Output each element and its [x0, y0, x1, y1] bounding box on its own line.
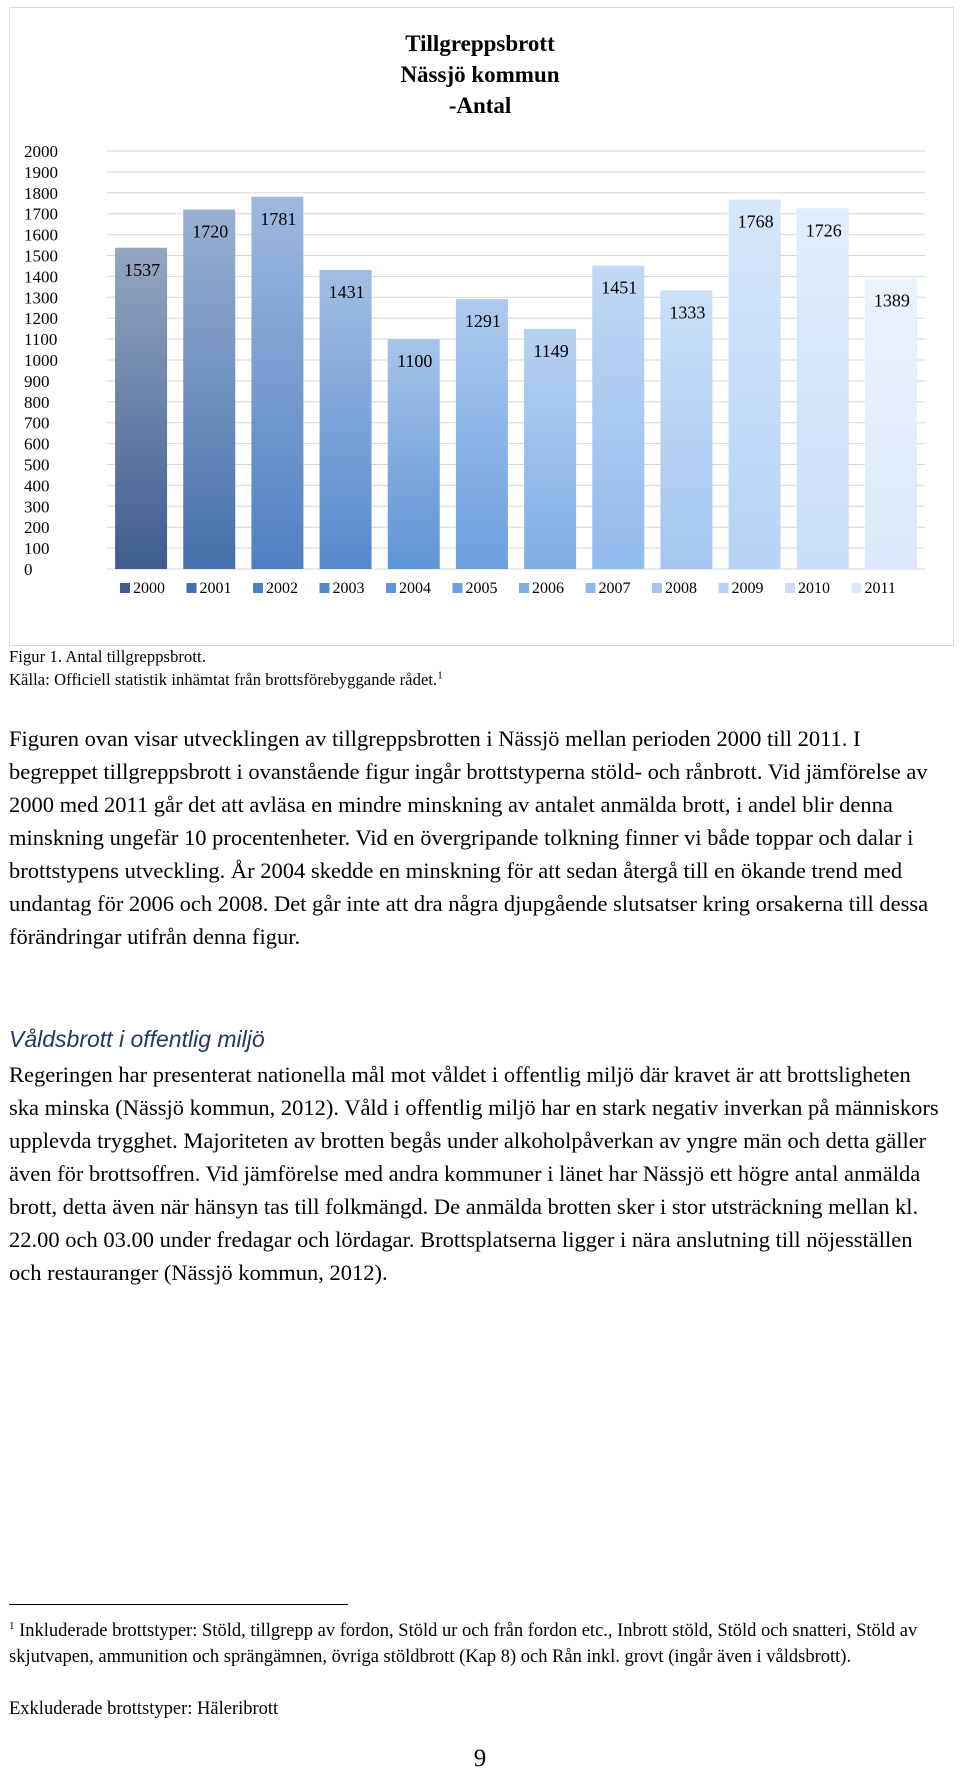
- bar-2008: [660, 290, 712, 569]
- legend-swatch-2003: [320, 583, 330, 593]
- bar-2005: [456, 299, 508, 569]
- y-tick-label: 1100: [24, 330, 58, 350]
- chart-title-line: -Antal: [448, 93, 512, 118]
- y-tick-label: 500: [24, 455, 50, 475]
- bar-2011: [865, 279, 917, 569]
- chart-container: [9, 7, 954, 646]
- legend-label-2004: 2004: [399, 580, 431, 597]
- legend-swatch-2007: [586, 583, 596, 593]
- footnote-divider: [9, 1604, 348, 1605]
- figure-caption: Figur 1. Antal tillgreppsbrott.: [9, 647, 206, 666]
- data-label-2008: 1333: [669, 302, 706, 323]
- data-label-2000: 1537: [124, 259, 161, 280]
- bar-2007: [592, 266, 644, 569]
- legend-swatch-2004: [386, 583, 396, 593]
- legend-label-2010: 2010: [798, 580, 830, 597]
- data-label-2009: 1768: [737, 211, 774, 232]
- footnote-text: Inkluderade brottstyper: Stöld, tillgrepp av fordon, Stöld ur och från fordon etc., Inbrott stöld, Stöld och snatteri, Stöld av skjutvapen, ammunition och sprängämnen, övriga stöldbrott (Kap 8) och Rån inkl. grovt (ingår även i våldsbrott).: [9, 1621, 918, 1667]
- paragraph-violence: Regeringen har presenterat nationella mål mot våldet i offentlig miljö där kravet är att brottsligheten ska minska (Nässjö kommun, 2012). Våld i offentlig miljö har en stark negativ inverkan på människors upplevda trygghet. Majoriteten av brotten begås under alkoholpåverkan av yngre män och detta gäller även för brottsoffren. Vid jämförelse med andra kommuner i länet har Nässjö ett högre antal anmälda brott, detta även när hänsyn tas till folkmängd. De anmälda brotten sker i stor utsträckning mellan kl. 22.00 och 03.00 under fredagar och lördagar. Brottsplatserna ligger i nära anslutning till nöjesställen och restauranger (Nässjö kommun, 2012).: [9, 1062, 939, 1285]
- bar-2001: [183, 210, 235, 569]
- y-tick-label: 1200: [24, 309, 58, 329]
- y-tick-label: 100: [24, 539, 50, 559]
- bar-2003: [320, 270, 372, 569]
- legend-label-2005: 2005: [465, 580, 498, 597]
- section-heading: Våldsbrott i offentlig miljö: [9, 1026, 265, 1052]
- data-label-2011: 1389: [873, 290, 910, 311]
- footnote-excluded: Exkluderade brottstyper: Häleribrott: [9, 1699, 279, 1719]
- legend-label-2003: 2003: [332, 580, 365, 597]
- legend-swatch-2006: [519, 583, 529, 593]
- y-tick-label: 1900: [24, 162, 58, 182]
- legend-swatch-2010: [785, 583, 795, 593]
- legend-label-2008: 2008: [665, 580, 697, 597]
- bar-2010: [797, 208, 849, 569]
- bar-2009: [729, 199, 781, 569]
- y-tick-label: 300: [24, 497, 50, 517]
- y-tick-label: 600: [24, 434, 50, 454]
- y-tick-label: 1000: [24, 351, 58, 370]
- legend-label-2009: 2009: [731, 580, 764, 597]
- bar-2002: [251, 197, 303, 569]
- bar-chart: [10, 8, 953, 645]
- data-label-2010: 1726: [805, 220, 842, 241]
- legend-label-2000: 2000: [133, 580, 165, 597]
- y-tick-label: 1700: [24, 204, 58, 224]
- data-label-2005: 1291: [464, 311, 501, 332]
- y-tick-label: 1600: [24, 225, 58, 245]
- y-tick-label: 1500: [24, 246, 58, 266]
- y-tick-label: 1400: [24, 267, 58, 287]
- legend-swatch-2002: [253, 583, 263, 593]
- legend-label-2001: 2001: [199, 580, 232, 597]
- y-tick-label: 700: [24, 413, 50, 433]
- y-tick-label: 200: [24, 518, 50, 538]
- legend-swatch-2009: [719, 583, 729, 593]
- page-number: 9: [473, 1745, 487, 1772]
- legend-swatch-2011: [852, 583, 862, 593]
- figure-source-text: Källa: Officiell statistik inhämtat från brottsförebyggande rådet.: [9, 670, 438, 689]
- bar-2006: [524, 329, 576, 569]
- legend-swatch-2005: [453, 583, 463, 593]
- legend-label-2006: 2006: [532, 580, 564, 597]
- legend-swatch-2008: [652, 583, 662, 593]
- data-label-2007: 1451: [601, 277, 638, 298]
- footnote-ref: 1: [437, 669, 443, 682]
- chart-title-line: Tillgreppsbrott: [405, 31, 555, 56]
- legend-label-2007: 2007: [598, 580, 631, 597]
- data-label-2004: 1100: [397, 351, 433, 372]
- y-tick-label: 1300: [24, 288, 58, 308]
- data-label-2001: 1720: [192, 221, 229, 242]
- legend-swatch-2000: [120, 583, 130, 593]
- legend-swatch-2001: [187, 583, 197, 593]
- footnote: [9, 1618, 944, 1670]
- y-tick-label: 2000: [24, 142, 58, 161]
- y-tick-label: 0: [24, 560, 33, 579]
- footnote-number: 1: [9, 1619, 15, 1632]
- legend-label-2011: 2011: [864, 580, 896, 597]
- y-tick-label: 900: [24, 371, 50, 391]
- legend-label-2002: 2002: [266, 580, 298, 597]
- data-label-2002: 1781: [260, 208, 297, 229]
- figure-source: [9, 670, 443, 690]
- chart-title-line: Nässjö kommun: [400, 62, 560, 87]
- y-tick-label: 400: [24, 476, 50, 496]
- bar-2004: [388, 339, 440, 569]
- y-tick-label: 1800: [24, 183, 58, 203]
- bar-2000: [115, 248, 167, 569]
- y-tick-label: 800: [24, 392, 50, 412]
- data-label-2006: 1149: [533, 340, 569, 361]
- paragraph-chart-description: Figuren ovan visar utvecklingen av tillgreppsbrotten i Nässjö mellan perioden 2000 till 2011. I begreppet tillgreppsbrott i ovanstående figur ingår brottstyperna stöld- och rånbrott. Vid jämförelse av 2000 med 2011 går det att avläsa en mindre minskning av antalet anmälda brott, i andel blir denna minskning ungefär 10 procentenheter. Vid en övergripande tolkning finner vi både toppar och dalar i brottstypens utveckling. År 2004 skedde en minskning för att sedan återgå till en ökande trend med undantag för 2006 och 2008. Det går inte att dra några djupgående slutsatser kring orsakerna till dessa förändringar utifrån denna figur.: [9, 726, 929, 949]
- data-label-2003: 1431: [328, 281, 365, 302]
